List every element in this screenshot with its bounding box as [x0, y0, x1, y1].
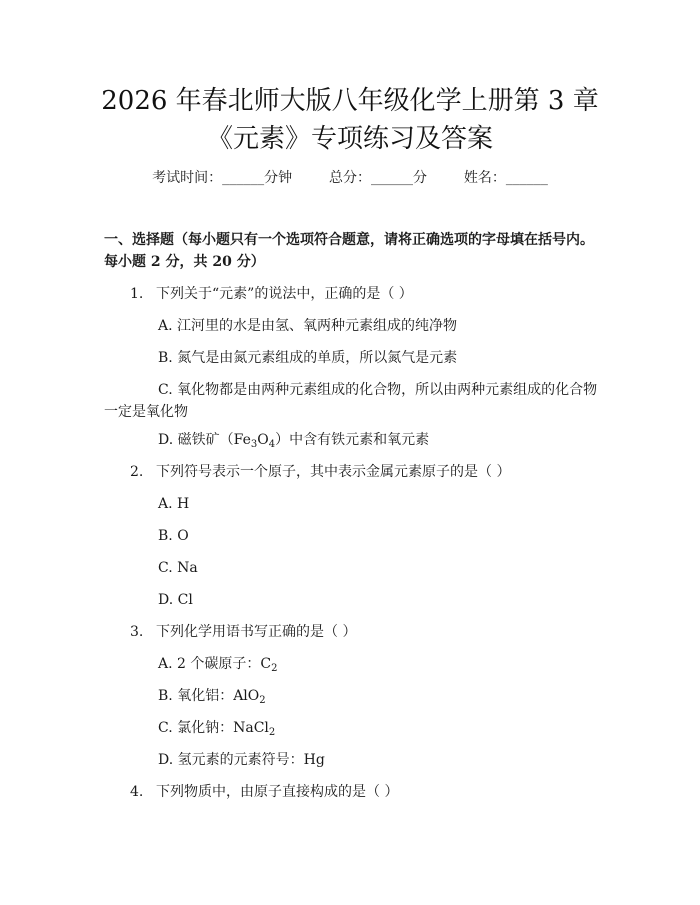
q1-option-b: B. 氮气是由氮元素组成的单质，所以氮气是元素 [158, 350, 458, 366]
q1-option-c: C. 氧化物都是由两种元素组成的化合物，所以由两种元素组成的化合物一定是氧化物 [104, 382, 598, 420]
q3-option-d: D. 氢元素的元素符号：Hg [158, 752, 325, 768]
q1-option-d: D. 磁铁矿$(Fe_3O_4)$中含有铁元素和氧元素 [158, 432, 430, 450]
q3-option-c: C. 氯化钠：NaCl$_2$ [158, 720, 276, 738]
document-title-line-2: 《元素》专项练习及答案 [206, 124, 493, 154]
section-heading: 一、选择题（每小题只有一个选项符合题意，请将正确选项的字母填在括号内。每小题 2 分，共 20 分） [104, 232, 594, 270]
question-2 [130, 461, 510, 483]
question-number: 4. [130, 784, 144, 800]
q2-option-b: B. O [158, 528, 189, 544]
question-1 [130, 283, 413, 305]
question-stem: 下列化学用语书写正确的是（ ） [156, 624, 357, 640]
q2-option-a: A. H [158, 496, 190, 512]
q2-option-c: C. Na [158, 560, 198, 576]
student-name-label: 姓名：______ [463, 170, 548, 186]
question-4 [130, 781, 398, 803]
q3-option-a: A. 2 个碳原子：$C_2$ [158, 656, 278, 674]
question-stem: 下列关于“元素”的说法中，正确的是（ ） [156, 286, 413, 302]
question-number: 2. [130, 464, 144, 480]
q2-option-d: D. Cl [158, 592, 193, 608]
question-stem: 下列符号表示一个原子，其中表示金属元素原子的是（ ） [156, 464, 511, 480]
total-score-label: 总分：______分 [329, 170, 427, 186]
q1-option-a: A. 江河里的水是由氢、氧两种元素组成的纯净物 [158, 318, 458, 334]
document-title-line-1: 2026 年春北师大版八年级化学上册第 3 章 [101, 86, 599, 116]
question-number: 1. [130, 286, 144, 302]
question-stem: 下列物质中，由原子直接构成的是（ ） [156, 784, 399, 800]
exam-time-label: 考试时间：______分钟 [152, 170, 293, 186]
question-number: 3. [130, 624, 144, 640]
q3-option-b: B. 氧化铝：AlO$_2$ [158, 688, 266, 706]
exam-info [0, 168, 700, 188]
question-3 [130, 621, 356, 643]
